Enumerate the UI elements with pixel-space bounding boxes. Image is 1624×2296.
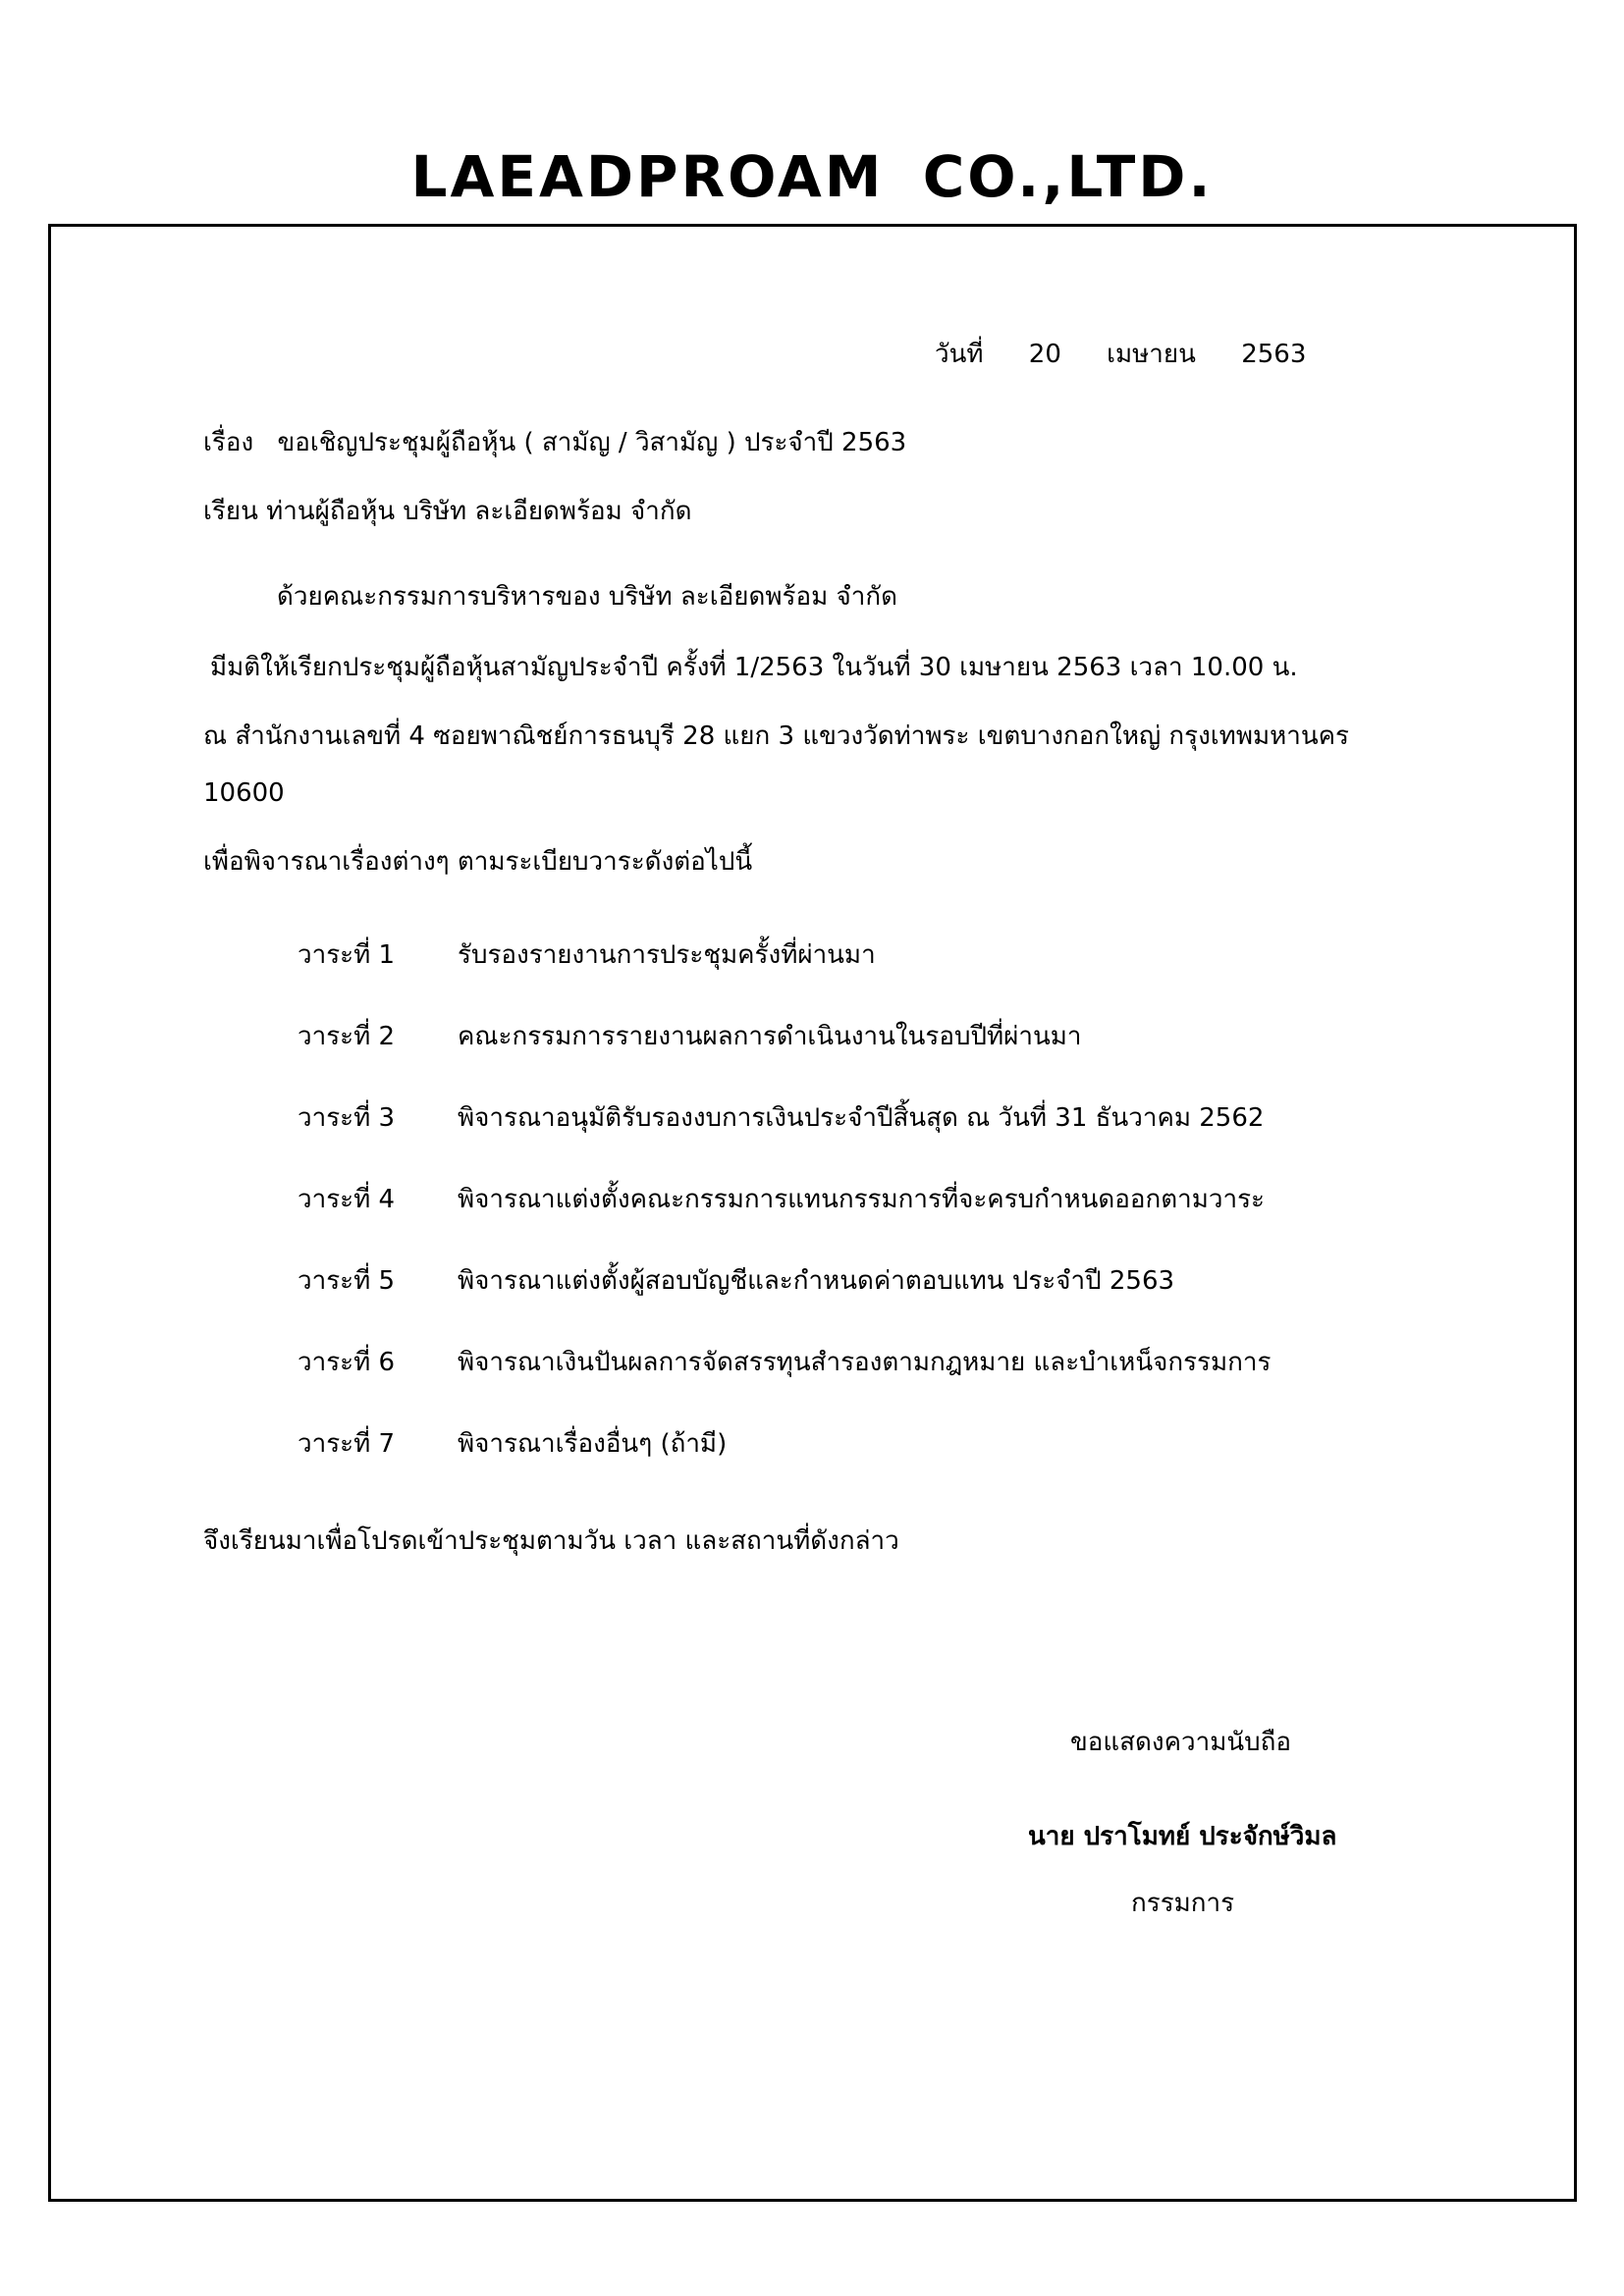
agenda-item-label: วาระที่ 4 [298,1185,396,1214]
letter-subject [203,425,906,460]
closing-regards: ขอแสดงความนับถือ [1070,1728,1291,1757]
closing-paragraph: จึงเรียนมาเพื่อโปรดเข้าประชุมตามวัน เวลา และสถานที่ดังกล่าว [203,1526,899,1556]
agenda-item-text: พิจารณาแต่งตั้งผู้สอบบัญชีและกำหนดค่าตอบแทน ประจำปี 2563 [458,1266,1175,1296]
date-year: 2563 [1241,340,1307,369]
agenda-item-label: วาระที่ 5 [298,1266,396,1296]
agenda-item-text: รับรองรายงานการประชุมครั้งที่ผ่านมา [458,940,876,970]
agenda-item-text: พิจารณาเงินปันผลการจัดสรรทุนสำรองตามกฎหมาย และบำเหน็จกรรมการ [458,1348,1272,1377]
agenda-item-text: พิจารณาเรื่องอื่นๆ (ถ้ามี) [458,1429,728,1459]
letter-recipient: เรียน ท่านผู้ถือหุ้น บริษัท ละเอียดพร้อม จำกัด [203,497,692,526]
body-paragraph: เพื่อพิจารณาเรื่องต่างๆ ตามระเบียบวาระดังต่อไปนี้ [203,847,753,877]
agenda-item-label: วาระที่ 7 [298,1429,396,1459]
signer-position: กรรมการ [1131,1889,1235,1918]
agenda-item-label: วาระที่ 2 [298,1022,396,1051]
agenda-item-label: วาระที่ 3 [298,1103,396,1133]
agenda-item-text: คณะกรรมการรายงานผลการดำเนินงานในรอบปีที่ผ่านมา [458,1022,1082,1051]
body-paragraph: 10600 [203,778,285,808]
date-month: เมษายน [1107,340,1196,369]
agenda-item-text: พิจารณาอนุมัติรับรองงบการเงินประจำปีสิ้นสุด ณ วันที่ 31 ธันวาคม 2562 [458,1103,1265,1133]
letter-date [935,337,1306,372]
company-name-heading: LAEADPROAM CO.,LTD. [410,143,1214,210]
agenda-item-text: พิจารณาแต่งตั้งคณะกรรมการแทนกรรมการที่จะครบกำหนดออกตามวาระ [458,1185,1266,1214]
body-paragraph: ณ สำนักงานเลขที่ 4 ซอยพาณิชย์การธนบุรี 28 แยก 3 แขวงวัดท่าพระ เขตบางกอกใหญ่ กรุงเทพมหานคร [203,721,1349,751]
date-day: 20 [1028,340,1061,369]
body-paragraph: ด้วยคณะกรรมการบริหารของ บริษัท ละเอียดพร้อม จำกัด [277,582,897,612]
subject-label: เรื่อง [203,428,254,457]
signer-name: นาย ปราโมทย์ ประจักษ์วิมล [1028,1822,1337,1851]
subject-text: ขอเชิญประชุมผู้ถือหุ้น ( สามัญ / วิสามัญ ) ประจำปี 2563 [277,428,907,457]
agenda-item-label: วาระที่ 1 [298,940,396,970]
date-label: วันที่ [935,340,984,369]
body-paragraph: มีมติให้เรียกประชุมผู้ถือหุ้นสามัญประจำปี ครั้งที่ 1/2563 ในวันที่ 30 เมษายน 2563 เวลา 10.00 น. [210,653,1298,682]
agenda-item-label: วาระที่ 6 [298,1348,396,1377]
